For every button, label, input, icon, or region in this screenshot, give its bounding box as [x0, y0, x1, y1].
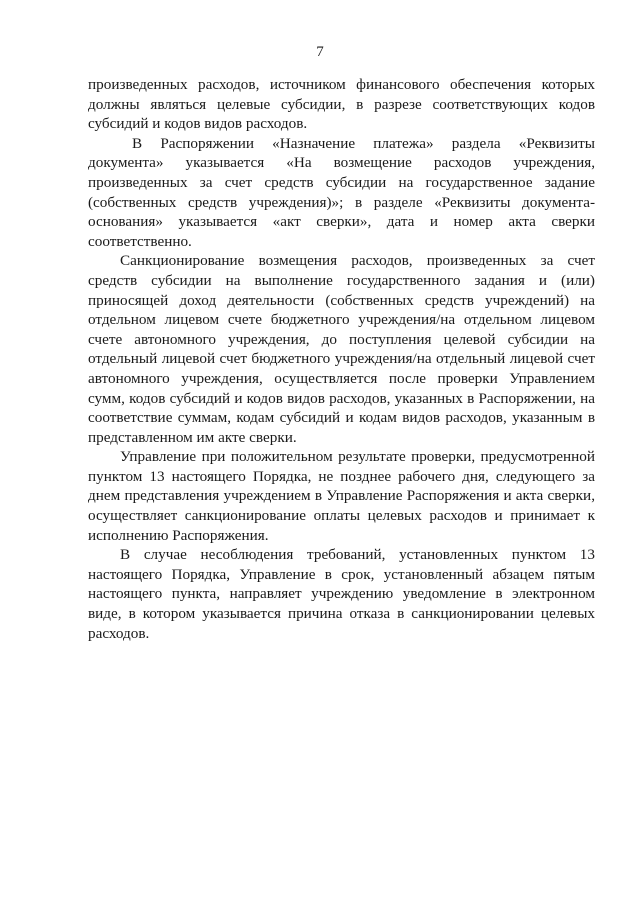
paragraph-continuation: произведенных расходов, источником финансового обеспечения которых должны являться целевые субсидии, в разрезе соответствующих кодов субсидий и кодов видов расходов. — [88, 76, 595, 133]
paragraph-non-compliance: В случае несоблюдения требований, установленных пунктом 13 настоящего Порядка, Управление в срок, установленный абзацем пятым настоящего пункта, направляет учреждению уведомление в электронном виде, в котором указывается причина отказа в санкционировании целевых расходов. — [88, 546, 595, 642]
document-body — [88, 75, 595, 643]
paragraph-payment-purpose: В Распоряжении «Назначение платежа» раздела «Реквизиты документа» указывается «На возмещение расходов учреждения, произведенных за счет средств субсидии на государственное задание (собственных средств учреждения)»; в разделе «Реквизиты документа-основания» указывается «акт сверки», дата и номер акта сверки соответственно. — [88, 134, 595, 250]
paragraph-positive-result: Управление при положительном результате проверки, предусмотренной пунктом 13 настоящего Порядка, не позднее рабочего дня, следующего за днем представления учреждением в Управление Распоряжения и акта сверки, осуществляет санкционирование оплаты целевых расходов и принимает к исполнению Распоряжения. — [88, 448, 595, 544]
page-number: 7 — [316, 44, 324, 60]
paragraph-authorization: Санкционирование возмещения расходов, произведенных за счет средств субсидии на выполнение государственного задания и (или) приносящей доход деятельности (собственных средств учреждений) на отдельном лицевом счете бюджетного учреждения/на отдельном лицевом счете автономного учреждения, до поступления целевой субсидии на отдельный лицевой счет бюджетного учреждения/на отдельный лицевой счет автономного учреждения, осуществляется после проверки Управлением сумм, кодов субсидий и кодов видов расходов, указанных в Распоряжении, на соответствие суммам, кодам субсидий и кодам видов расходов, указанным в представленном им акте сверки. — [88, 252, 595, 446]
